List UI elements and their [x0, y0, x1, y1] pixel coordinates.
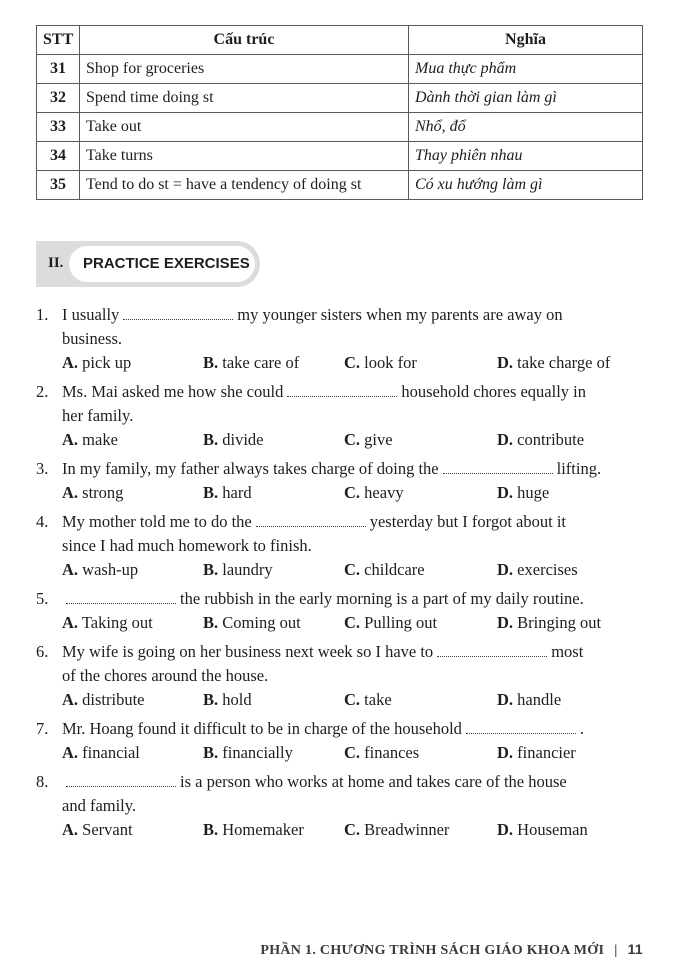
option-text: make: [82, 430, 118, 449]
answer-option[interactable]: [62, 741, 140, 765]
answer-options: [36, 688, 644, 712]
answer-option[interactable]: [344, 428, 393, 452]
answer-options: [36, 741, 644, 765]
question-text-before: I usually: [62, 305, 120, 324]
option-text: Taking out: [81, 613, 153, 632]
question-text-before: In my family, my father always takes charge of doing the: [62, 459, 439, 478]
answer-blank[interactable]: [466, 723, 576, 734]
answer-option[interactable]: [203, 481, 252, 505]
answer-option[interactable]: [203, 818, 304, 842]
row-meaning: Thay phiên nhau: [409, 142, 643, 171]
section-header: [36, 241, 260, 287]
row-meaning: Mua thực phẩm: [409, 55, 643, 84]
question-text-after: yesterday but I forgot about it: [369, 512, 567, 531]
option-text: huge: [517, 483, 550, 502]
question-text-after: is a person who works at home and takes care of the house: [180, 772, 567, 791]
option-letter: D.: [497, 743, 514, 762]
answer-option[interactable]: [344, 351, 417, 375]
option-text: finances: [364, 743, 420, 762]
question-continuation: and family.: [62, 796, 137, 815]
question: [36, 717, 644, 765]
option-letter: C.: [344, 690, 361, 709]
option-text: divide: [222, 430, 264, 449]
answer-blank[interactable]: [123, 309, 233, 320]
option-letter: D.: [497, 560, 514, 579]
page-footer: [260, 941, 643, 959]
answer-option[interactable]: [497, 688, 561, 712]
question-text-before: Ms. Mai asked me how she could: [62, 382, 284, 401]
table-row: [37, 171, 643, 200]
answer-option[interactable]: [203, 351, 299, 375]
option-text: handle: [517, 690, 562, 709]
answer-options: [36, 611, 644, 635]
row-number: 35: [37, 171, 80, 200]
answer-option[interactable]: [203, 611, 301, 635]
question-stem: [36, 380, 644, 404]
table-header-row: [37, 26, 643, 55]
option-text: Servant: [82, 820, 133, 839]
answer-option[interactable]: [344, 611, 437, 635]
answer-blank[interactable]: [256, 516, 366, 527]
section-number: II.: [48, 255, 64, 271]
question: [36, 770, 644, 842]
option-text: Houseman: [517, 820, 588, 839]
answer-option[interactable]: [62, 688, 145, 712]
question: [36, 510, 644, 582]
section-title: PRACTICE EXERCISES: [69, 246, 255, 282]
question-number: 1.: [36, 305, 49, 324]
answer-option[interactable]: [344, 558, 425, 582]
answer-options: [36, 558, 644, 582]
answer-option[interactable]: [344, 481, 404, 505]
option-text: hold: [222, 690, 252, 709]
option-letter: C.: [344, 820, 361, 839]
answer-option[interactable]: [344, 741, 419, 765]
question-stem: [36, 640, 644, 664]
option-letter: D.: [497, 430, 514, 449]
question-continuation: since I had much homework to finish.: [62, 536, 312, 555]
question: [36, 457, 644, 505]
question-text-before: My wife is going on her business next week so I have to: [62, 642, 434, 661]
question-text-after: household chores equally in: [401, 382, 587, 401]
option-letter: D.: [497, 613, 514, 632]
row-structure: Shop for groceries: [80, 55, 409, 84]
option-text: strong: [82, 483, 124, 502]
answer-option[interactable]: [497, 351, 610, 375]
question-number: 3.: [36, 459, 49, 478]
option-text: pick up: [82, 353, 132, 372]
header-meaning: Nghĩa: [409, 26, 643, 55]
option-letter: C.: [344, 560, 361, 579]
question-text-before: Mr. Hoang found it difficult to be in charge of the household: [62, 719, 462, 738]
question-number: 5.: [36, 589, 49, 608]
answer-option[interactable]: [497, 481, 549, 505]
option-text: take: [364, 690, 392, 709]
option-letter: A.: [62, 820, 79, 839]
question-text-after: most: [551, 642, 584, 661]
option-letter: C.: [344, 743, 361, 762]
answer-options: [36, 351, 644, 375]
option-text: Homemaker: [222, 820, 304, 839]
footer-title: PHẦN 1. CHƯƠNG TRÌNH SÁCH GIÁO KHOA MỚI: [260, 943, 605, 958]
answer-options: [36, 481, 644, 505]
answer-blank[interactable]: [287, 386, 397, 397]
answer-blank[interactable]: [66, 776, 176, 787]
answer-option[interactable]: [203, 558, 273, 582]
question-stem: [36, 770, 644, 794]
option-letter: C.: [344, 353, 361, 372]
question-continuation: of the chores around the house.: [62, 666, 269, 685]
question-number: 6.: [36, 642, 49, 661]
option-letter: B.: [203, 430, 219, 449]
option-text: financier: [517, 743, 576, 762]
table-row: [37, 84, 643, 113]
option-letter: C.: [344, 483, 361, 502]
answer-option[interactable]: [62, 428, 118, 452]
option-text: take charge of: [517, 353, 611, 372]
option-letter: B.: [203, 690, 219, 709]
question-stem: [36, 303, 644, 327]
option-text: wash-up: [82, 560, 139, 579]
option-text: exercises: [517, 560, 578, 579]
question: [36, 587, 644, 635]
answer-blank[interactable]: [66, 593, 176, 604]
option-text: look for: [364, 353, 417, 372]
row-meaning: Có xu hướng làm gì: [409, 171, 643, 200]
question-number: 7.: [36, 719, 49, 738]
option-text: heavy: [364, 483, 404, 502]
page-number: 11: [627, 941, 643, 957]
question: [36, 640, 644, 712]
question-number: 4.: [36, 512, 49, 531]
row-structure: Take out: [80, 113, 409, 142]
answer-blank[interactable]: [437, 646, 547, 657]
row-structure: Spend time doing st: [80, 84, 409, 113]
question-text-after: lifting.: [556, 459, 602, 478]
answer-option[interactable]: [497, 741, 576, 765]
row-number: 32: [37, 84, 80, 113]
option-text: hard: [222, 483, 252, 502]
question-continuation: her family.: [62, 406, 134, 425]
option-letter: B.: [203, 820, 219, 839]
option-text: financially: [222, 743, 293, 762]
option-letter: D.: [497, 353, 514, 372]
option-text: childcare: [364, 560, 425, 579]
question-text-after: my younger sisters when my parents are away on: [237, 305, 563, 324]
table-row: [37, 142, 643, 171]
option-letter: B.: [203, 560, 219, 579]
row-number: 31: [37, 55, 80, 84]
answer-option[interactable]: [62, 558, 138, 582]
question-text-after: .: [579, 719, 585, 738]
option-letter: D.: [497, 820, 514, 839]
option-letter: A.: [62, 690, 79, 709]
answer-option[interactable]: [497, 428, 584, 452]
option-text: give: [364, 430, 393, 449]
answer-option[interactable]: [62, 351, 131, 375]
table-row: [37, 55, 643, 84]
option-letter: D.: [497, 690, 514, 709]
question-stem: [36, 510, 644, 534]
option-letter: C.: [344, 430, 361, 449]
question-stem: [36, 717, 644, 741]
answer-option[interactable]: [497, 558, 578, 582]
answer-options: [36, 428, 644, 452]
question-list: [36, 303, 644, 847]
footer-separator: |: [614, 943, 618, 958]
option-letter: B.: [203, 483, 219, 502]
option-text: Bringing out: [517, 613, 602, 632]
option-text: Pulling out: [364, 613, 438, 632]
answer-options: [36, 818, 644, 842]
table-row: [37, 113, 643, 142]
option-text: Coming out: [222, 613, 301, 632]
question-text-before: My mother told me to do the: [62, 512, 252, 531]
option-text: distribute: [82, 690, 145, 709]
option-letter: B.: [203, 353, 219, 372]
question: [36, 303, 644, 375]
option-letter: B.: [203, 613, 219, 632]
option-letter: A.: [62, 353, 79, 372]
answer-option[interactable]: [497, 818, 588, 842]
option-text: laundry: [222, 560, 273, 579]
answer-option[interactable]: [62, 611, 153, 635]
answer-option[interactable]: [344, 818, 449, 842]
option-text: take care of: [222, 353, 300, 372]
option-text: Breadwinner: [364, 820, 450, 839]
question: [36, 380, 644, 452]
answer-option[interactable]: [62, 818, 133, 842]
option-letter: A.: [62, 430, 79, 449]
answer-option[interactable]: [344, 688, 392, 712]
option-letter: C.: [344, 613, 361, 632]
question-text-after: the rubbish in the early morning is a part of my daily routine.: [180, 589, 584, 608]
option-letter: A.: [62, 613, 79, 632]
option-letter: A.: [62, 560, 79, 579]
row-meaning: Nhổ, đổ: [409, 113, 643, 142]
header-structure: Cấu trúc: [80, 26, 409, 55]
option-letter: D.: [497, 483, 514, 502]
option-letter: B.: [203, 743, 219, 762]
option-text: contribute: [517, 430, 585, 449]
answer-option[interactable]: [203, 741, 293, 765]
answer-option[interactable]: [62, 481, 123, 505]
option-letter: A.: [62, 483, 79, 502]
answer-option[interactable]: [497, 611, 601, 635]
row-structure: Take turns: [80, 142, 409, 171]
question-number: 2.: [36, 382, 49, 401]
row-number: 34: [37, 142, 80, 171]
answer-option[interactable]: [203, 428, 264, 452]
question-continuation: business.: [62, 329, 123, 348]
option-letter: A.: [62, 743, 79, 762]
row-structure: Tend to do st = have a tendency of doing st: [80, 171, 409, 200]
question-stem: [36, 457, 644, 481]
vocabulary-table: [36, 25, 643, 200]
question-stem: [36, 587, 644, 611]
answer-option[interactable]: [203, 688, 252, 712]
option-text: financial: [82, 743, 140, 762]
question-number: 8.: [36, 772, 49, 791]
row-number: 33: [37, 113, 80, 142]
answer-blank[interactable]: [443, 463, 553, 474]
header-stt: STT: [37, 26, 80, 55]
row-meaning: Dành thời gian làm gì: [409, 84, 643, 113]
